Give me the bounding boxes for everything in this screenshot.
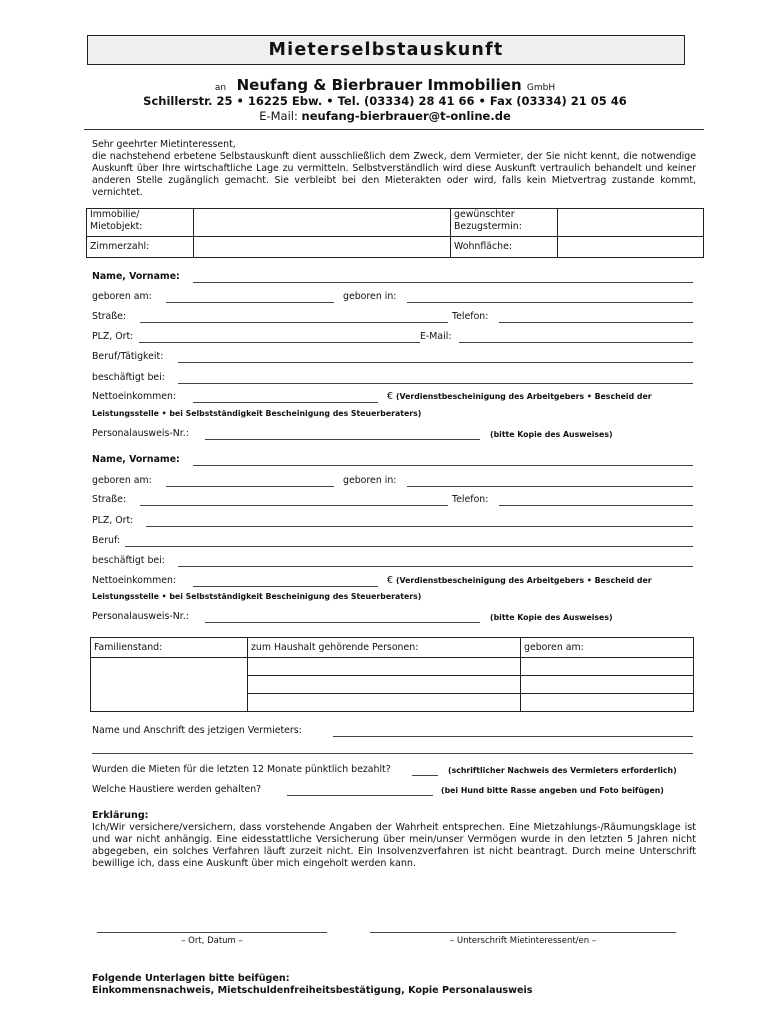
personen-label: zum Haushalt gehörende Personen: [248, 638, 521, 658]
p1-telefon-field[interactable] [499, 322, 693, 323]
p1-beschaeftigt-field[interactable] [178, 383, 693, 384]
person-field-1[interactable] [248, 658, 521, 676]
company-address: Schillerstr. 25 • 16225 Ebw. • Tel. (03334) 28 41 66 • Fax (03334) 21 05 46 [143, 94, 627, 108]
mieten-note: (schriftlicher Nachweis des Vermieters erforderlich) [448, 766, 677, 775]
p2-geboren-am-label: geboren am: [92, 475, 152, 486]
geboren-am-label: geboren am: [521, 638, 694, 658]
birth-field-3[interactable] [521, 694, 694, 712]
intro-greeting: Sehr geehrter Mietinteressent, [92, 139, 236, 150]
company-header [0, 76, 770, 94]
birth-field-2[interactable] [521, 676, 694, 694]
bezugstermin-label: gewünschter Bezugstermin: [451, 209, 558, 237]
p1-geboren-am-label: geboren am: [92, 291, 152, 302]
wohnflaeche-label: Wohnfläche: [451, 237, 558, 258]
p2-geboren-in-field[interactable] [407, 486, 693, 487]
p1-geboren-in-field[interactable] [407, 302, 693, 303]
declaration-text: Ich/Wir versichere/versichern, dass vorstehende Angaben der Wahrheit entsprechen. Eine Mietzahlungs-/Räumungsklage ist und war nicht anhängig. Eine eidesstattliche Versicherung über mein/unser Vermögen wurde in den letzten 5 Jahren nicht abgegeben, ein solches Verfahren läuft zurzeit nicht. Ein Insolvenzverfahren ist nicht beantragt. Durch meine Unterschrift bewillige ich, dass eine Auskunft über mich eingeholt werden kann. [92, 822, 696, 869]
company-suffix: GmbH [526, 83, 556, 93]
page-title: Mieterselbstauskunft [87, 35, 685, 65]
p2-telefon-label: Telefon: [452, 494, 489, 505]
p1-email-field[interactable] [459, 342, 693, 343]
immobilie-label: Immobilie/ Mietobjekt: [87, 209, 194, 237]
p2-ausweis-note: (bitte Kopie des Ausweises) [490, 613, 613, 622]
vermieter-field[interactable] [333, 736, 693, 737]
p2-plz-field[interactable] [146, 526, 693, 527]
p1-beruf-field[interactable] [178, 362, 693, 363]
ort-datum-field[interactable] [97, 932, 327, 933]
ort-datum-label: – Ort, Datum – [181, 936, 243, 946]
p2-ausweis-field[interactable] [205, 622, 480, 623]
p1-email-label: E-Mail: [420, 331, 452, 342]
haustiere-label: Welche Haustiere werden gehalten? [92, 784, 262, 795]
p2-euro-sign: € [387, 575, 393, 586]
haustiere-field[interactable] [287, 795, 433, 796]
vermieter-field-2[interactable] [92, 753, 693, 754]
birth-field-1[interactable] [521, 658, 694, 676]
p1-strasse-field[interactable] [140, 322, 448, 323]
p1-beschaeftigt-label: beschäftigt bei: [92, 372, 165, 383]
declaration [92, 810, 696, 870]
footer [92, 973, 533, 997]
company-email[interactable]: neufang-bierbrauer@t-online.de [301, 109, 511, 123]
vermieter-label: Name und Anschrift des jetzigen Vermieters: [92, 725, 302, 736]
p2-netto-note-2: Leistungsstelle • bei Selbstständigkeit Bescheinigung des Steuerberaters) [92, 592, 422, 601]
p1-ausweis-label: Personalausweis-Nr.: [92, 428, 189, 439]
divider [84, 129, 704, 130]
an-label: an [214, 83, 227, 93]
familienstand-label: Familienstand: [91, 638, 248, 658]
p2-strasse-label: Straße: [92, 494, 127, 505]
p2-beschaeftigt-field[interactable] [178, 566, 693, 567]
haustiere-note: (bei Hund bitte Rasse angeben und Foto beifügen) [441, 786, 664, 795]
p2-geboren-in-label: geboren in: [343, 475, 397, 486]
p2-plz-label: PLZ, Ort: [92, 515, 134, 526]
bezugstermin-field[interactable] [558, 209, 704, 237]
family-table [90, 637, 694, 712]
person-field-3[interactable] [248, 694, 521, 712]
p2-beruf-label: Beruf: [92, 535, 121, 546]
mieten-field[interactable] [412, 775, 438, 776]
email-label: E-Mail: [259, 109, 298, 123]
p2-beruf-field[interactable] [125, 546, 693, 547]
p1-plz-label: PLZ, Ort: [92, 331, 134, 342]
p2-telefon-field[interactable] [499, 505, 693, 506]
wohnflaeche-field[interactable] [558, 237, 704, 258]
p1-strasse-label: Straße: [92, 311, 127, 322]
p1-name-label: Name, Vorname: [92, 271, 180, 282]
p2-netto-note [387, 575, 652, 587]
company-email-line [0, 109, 770, 123]
p1-netto-label: Nettoeinkommen: [92, 391, 177, 402]
company-name: Neufang & Bierbrauer Immobilien [236, 76, 522, 94]
p1-beruf-label: Beruf/Tätigkeit: [92, 351, 164, 362]
p1-euro-sign: € [387, 391, 393, 402]
footer-line-2: Einkommensnachweis, Mietschuldenfreiheitsbestätigung, Kopie Personalausweis [92, 985, 533, 996]
p1-name-field[interactable] [193, 282, 693, 283]
signature-label: – Unterschrift Mietinteressent/en – [449, 936, 597, 946]
p1-geboren-in-label: geboren in: [343, 291, 397, 302]
p2-ausweis-label: Personalausweis-Nr.: [92, 611, 189, 622]
p2-geboren-am-field[interactable] [166, 486, 334, 487]
intro-text [92, 139, 696, 199]
p2-beschaeftigt-label: beschäftigt bei: [92, 555, 165, 566]
familienstand-field[interactable] [91, 658, 248, 712]
person-field-2[interactable] [248, 676, 521, 694]
p1-netto-field[interactable] [193, 402, 378, 403]
p2-netto-label: Nettoeinkommen: [92, 575, 177, 586]
p2-name-label: Name, Vorname: [92, 454, 180, 465]
signature-field[interactable] [370, 932, 676, 933]
p1-telefon-label: Telefon: [452, 311, 489, 322]
zimmerzahl-field[interactable] [194, 237, 451, 258]
zimmerzahl-label: Zimmerzahl: [87, 237, 194, 258]
p1-geboren-am-field[interactable] [166, 302, 334, 303]
p1-ausweis-note: (bitte Kopie des Ausweises) [490, 430, 613, 439]
immobilie-field[interactable] [194, 209, 451, 237]
p2-strasse-field[interactable] [140, 505, 448, 506]
mieten-label: Wurden die Mieten für die letzten 12 Monate pünktlich bezahlt? [92, 764, 391, 775]
p1-plz-field[interactable] [139, 342, 420, 343]
p1-netto-note-1: (Verdienstbescheinigung des Arbeitgebers • Bescheid der [395, 392, 652, 401]
p1-ausweis-field[interactable] [205, 439, 480, 440]
object-table [86, 208, 704, 258]
p1-netto-note [387, 391, 652, 403]
p2-netto-note-1: (Verdienstbescheinigung des Arbeitgebers • Bescheid der [395, 576, 652, 585]
declaration-heading: Erklärung: [92, 810, 149, 821]
footer-line-1: Folgende Unterlagen bitte beifügen: [92, 973, 290, 984]
intro-body: die nachstehend erbetene Selbstauskunft dient ausschließlich dem Zweck, dem Vermieter, der Sie nicht kennt, die notwendige Auskunft über Ihre wirtschaftliche Lage zu vermitteln. Selbstverständlich wird diese Auskunft vertraulich behandelt und keiner anderen Stelle zugänglich gemacht. Sie verbleibt bei den Mieterakten oder wird, falls kein Mietvertrag zustande kommt, vernichtet. [92, 151, 696, 198]
p2-name-field[interactable] [193, 465, 693, 466]
p1-netto-note-2: Leistungsstelle • bei Selbstständigkeit Bescheinigung des Steuerberaters) [92, 409, 422, 418]
p2-netto-field[interactable] [193, 586, 378, 587]
